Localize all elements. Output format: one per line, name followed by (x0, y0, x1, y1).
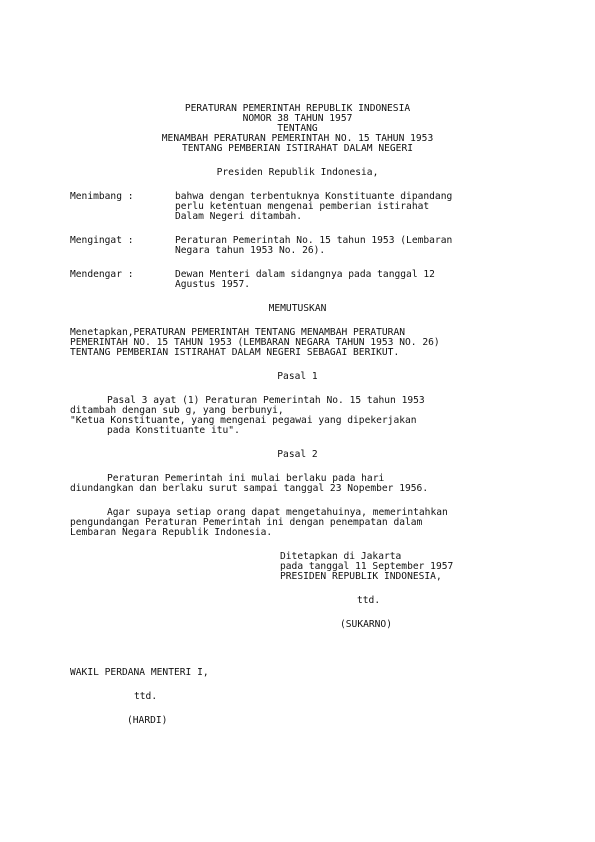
consideration-label: Menimbang : (70, 191, 134, 202)
article-2-line: Agar supaya setiap orang dapat mengetahuinya, memerintahkan (107, 507, 448, 518)
article-1-line: pada Konstituante itu". (107, 425, 240, 436)
establish-line: TENTANG PEMBERIAN ISTIRAHAT DALAM NEGERI SEBAGAI BERIKUT. (70, 347, 400, 358)
signature-ttd: ttd. (357, 595, 381, 606)
consideration-text: Dewan Menteri dalam sidangnya pada tanggal 12 (175, 269, 435, 280)
article-1-title: Pasal 1 (277, 371, 318, 382)
article-2-line: diundangkan dan berlaku surut sampai tanggal 23 Nopember 1956. (70, 483, 429, 494)
consideration-text: bahwa dengan terbentuknya Konstituante dipandang (175, 191, 453, 202)
article-1-line: Pasal 3 ayat (1) Peraturan Pemerintah No. 15 tahun 1953 (107, 395, 425, 406)
establish-line: PEMERINTAH NO. 15 TAHUN 1953 (LEMBARAN NEGARA TAHUN 1953 NO. 26) (70, 337, 440, 348)
countersign-name: (HARDI) (127, 715, 168, 726)
title-line-4: MENAMBAH PERATURAN PEMERINTAH NO. 15 TAHUN 1953 (161, 133, 434, 144)
article-1-line: ditambah dengan sub g, yang berbunyi, (70, 405, 284, 416)
consideration-text: Dalam Negeri ditambah. (175, 211, 303, 222)
president-heading: Presiden Republik Indonesia, (216, 167, 379, 178)
consideration-text: Agustus 1957. (175, 279, 251, 290)
signature-line: Ditetapkan di Jakarta (280, 551, 402, 562)
consideration-text: Peraturan Pemerintah No. 15 tahun 1953 (Lembaran (175, 235, 453, 246)
title-line-5: TENTANG PEMBERIAN ISTIRAHAT DALAM NEGERI (181, 143, 414, 154)
consideration-text: perlu ketentuan mengenai pemberian istirahat (175, 201, 430, 212)
signature-name: (SUKARNO) (340, 619, 392, 630)
title-line-2: NOMOR 38 TAHUN 1957 (242, 113, 353, 124)
article-2-line: Lembaran Negara Republik Indonesia. (70, 527, 273, 538)
countersign-title: WAKIL PERDANA MENTERI I, (70, 667, 209, 678)
decide-heading: MEMUTUSKAN (268, 303, 327, 314)
title-line-3: TENTANG (277, 123, 318, 134)
article-2-line: pengundangan Peraturan Pemerintah ini dengan penempatan dalam (70, 517, 423, 528)
title-line-1: PERATURAN PEMERINTAH REPUBLIK INDONESIA (184, 103, 411, 114)
signature-line: pada tanggal 11 September 1957 (280, 561, 454, 572)
signature-line: PRESIDEN REPUBLIK INDONESIA, (280, 571, 442, 582)
article-2-line: Peraturan Pemerintah ini mulai berlaku pada hari (107, 473, 385, 484)
consideration-label: Mendengar : (70, 269, 134, 280)
article-2-title: Pasal 2 (277, 449, 318, 460)
article-1-line: "Ketua Konstituante, yang mengenai pegawai yang dipekerjakan (70, 415, 417, 426)
consideration-label: Mengingat : (70, 235, 134, 246)
consideration-text: Negara tahun 1953 No. 26). (175, 245, 326, 256)
countersign-ttd: ttd. (134, 691, 158, 702)
establish-line: Menetapkan,PERATURAN PEMERINTAH TENTANG MENAMBAH PERATURAN (70, 327, 406, 338)
